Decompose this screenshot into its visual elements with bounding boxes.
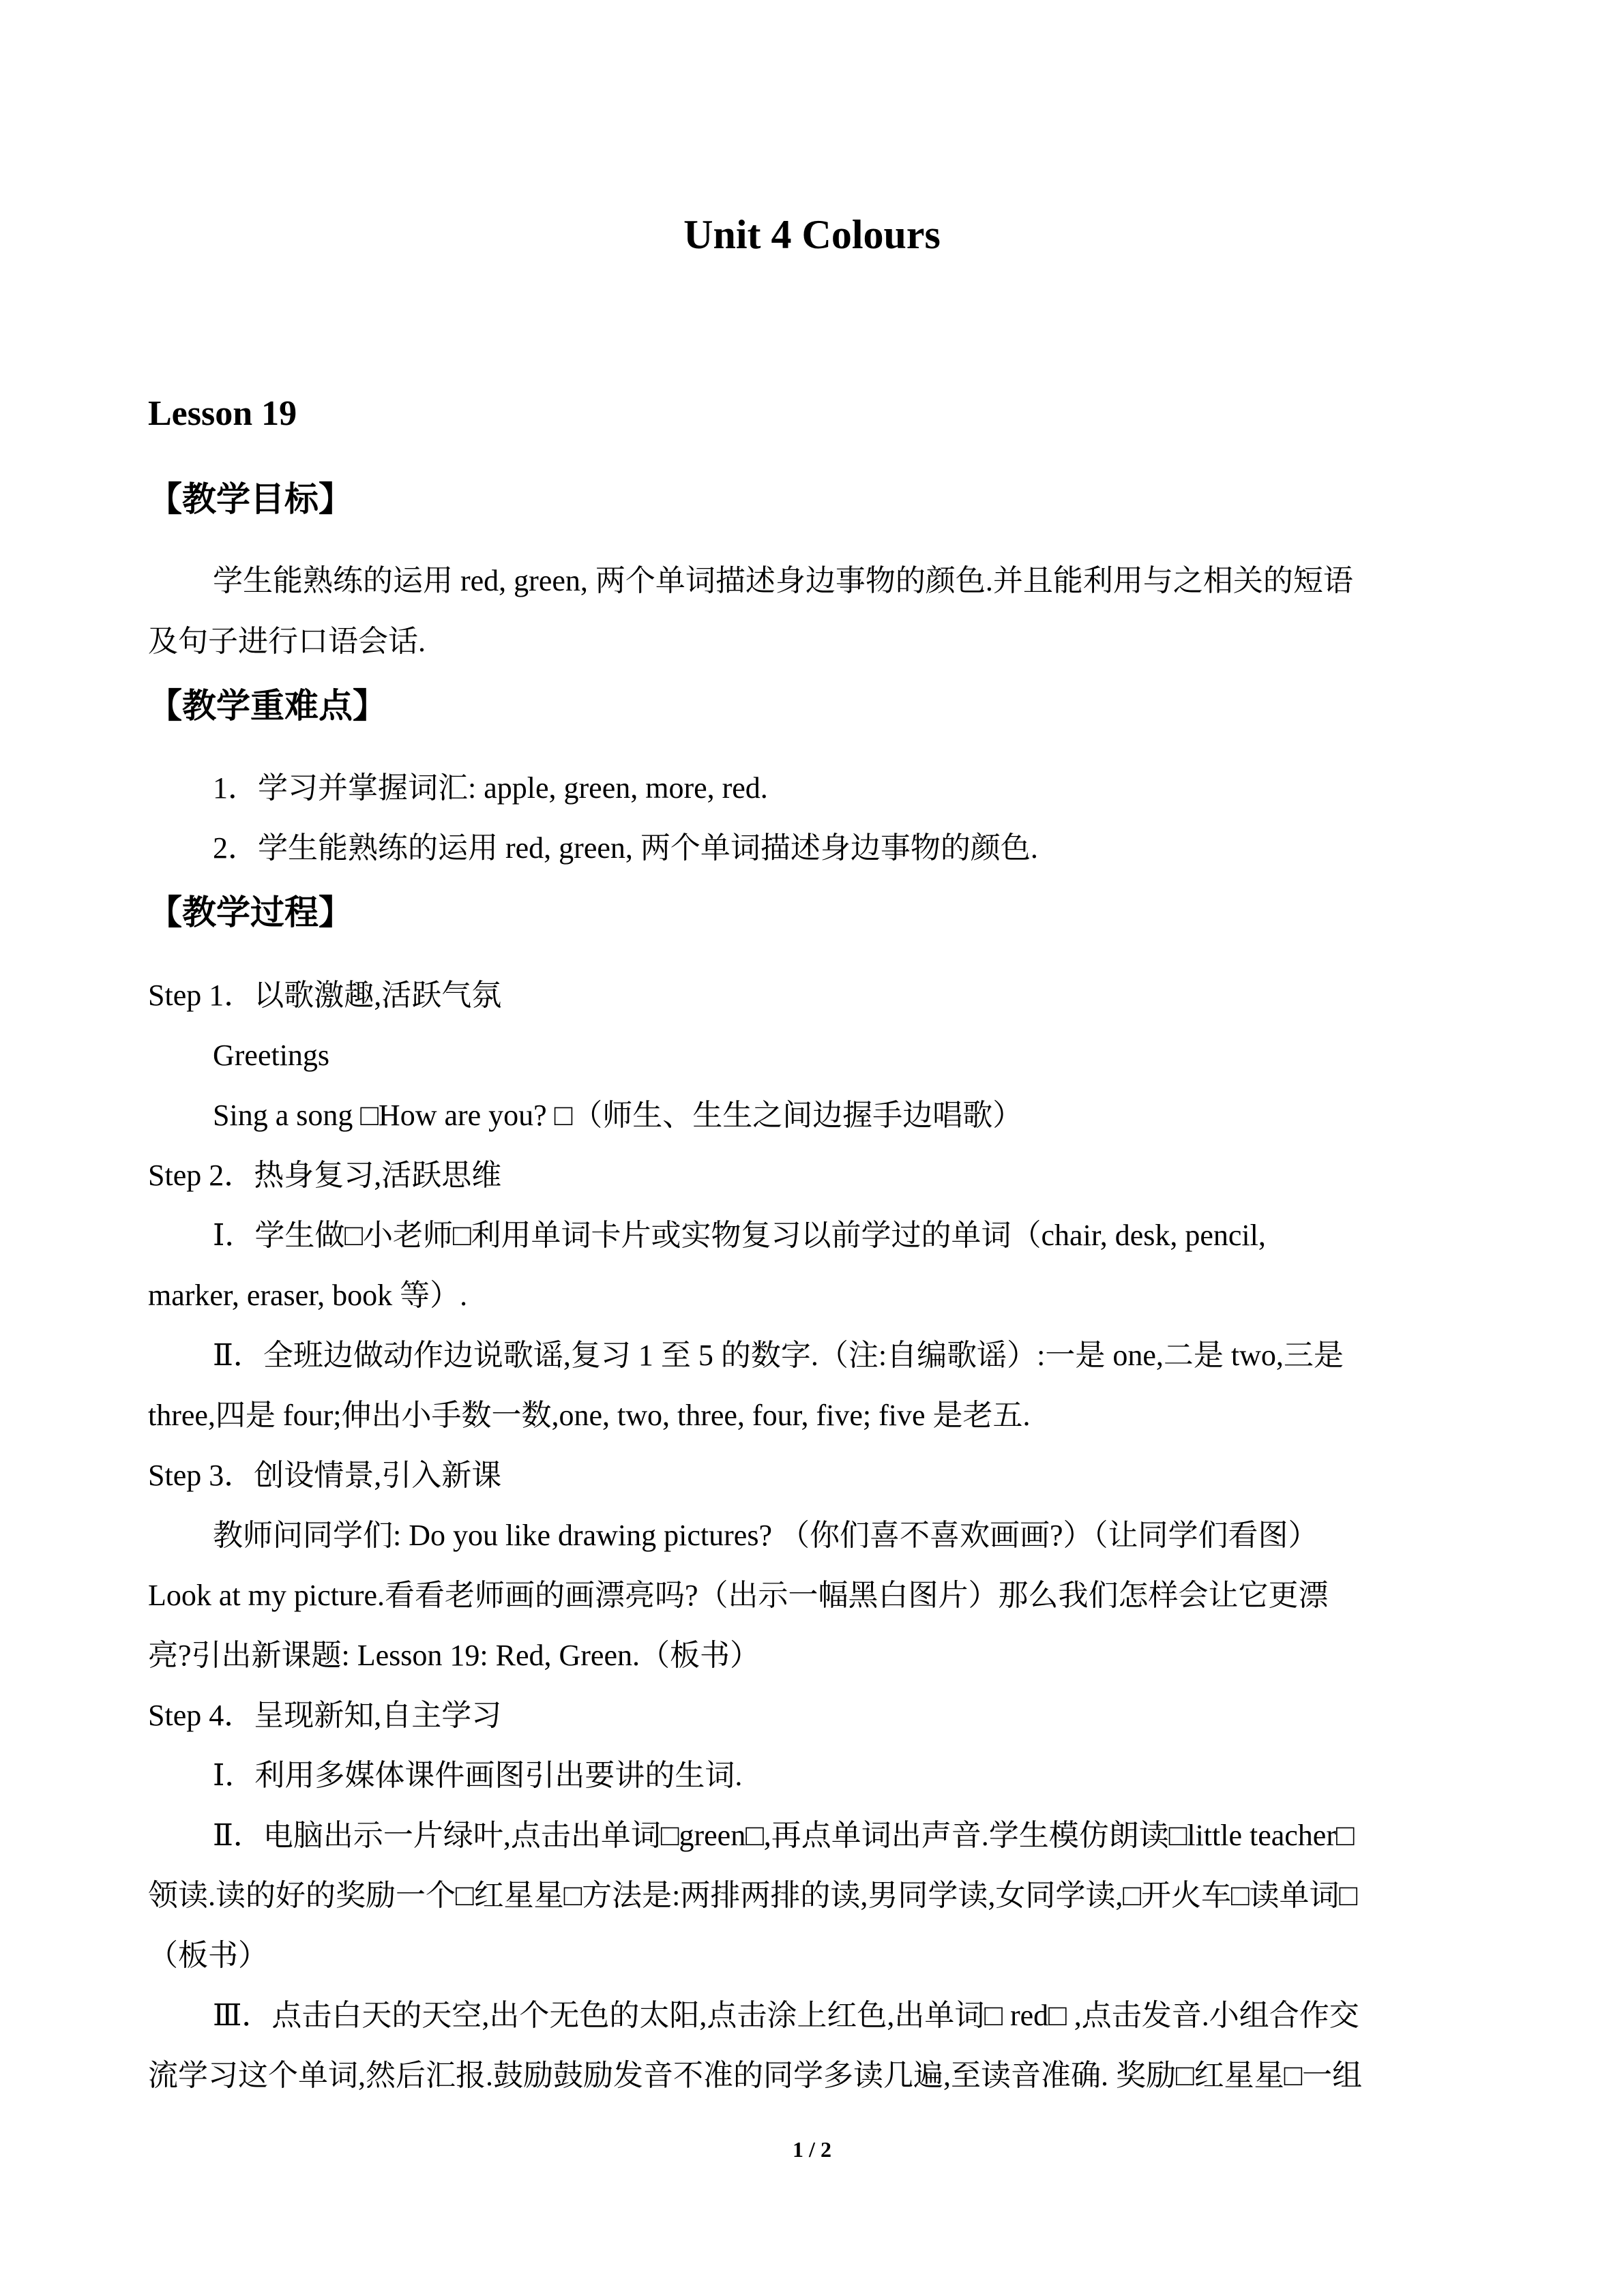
- paragraph-line: 教师问同学们: Do you like drawing pictures? （你们喜不喜欢画画?）（让同学们看图）: [213, 1519, 1318, 1552]
- step-heading: Step 4．呈现新知,自主学习: [148, 1699, 502, 1732]
- list-item: 2．学生能熟练的运用 red, green, 两个单词描述身边事物的颜色.: [213, 831, 1038, 865]
- paragraph-line: Ⅰ．学生做□小老师□利用单词卡片或实物复习以前学过的单词（chair, desk, pencil,: [213, 1219, 1266, 1252]
- paragraph-line: Ⅰ．利用多媒体课件画图引出要讲的生词.: [213, 1759, 743, 1792]
- paragraph-line: Sing a song □How are you? □（师生、生生之间边握手边唱歌）: [213, 1099, 1023, 1132]
- list-item: 1．学习并掌握词汇: apple, green, more, red.: [213, 771, 768, 805]
- section-heading-process: 【教学过程】: [148, 893, 353, 932]
- paragraph-line: 亮?引出新课题: Lesson 19: Red, Green.（板书）: [148, 1639, 760, 1672]
- lesson-heading: Lesson 19: [148, 394, 297, 433]
- paragraph-line: three,四是 four;伸出小手数一数,one, two, three, four, five; five 是老五.: [148, 1399, 1031, 1432]
- paragraph-line: 领读.读的好的奖励一个□红星星□方法是:两排两排的读,男同学读,女同学读,□开火车□读单词□: [148, 1879, 1358, 1912]
- paragraph-line: Look at my picture.看看老师画的画漂亮吗?（出示一幅黑白图片）那么我们怎样会让它更漂: [148, 1579, 1329, 1612]
- paragraph-line: 学生能熟练的运用 red, green, 两个单词描述身边事物的颜色.并且能利用与之相关的短语: [213, 564, 1353, 597]
- paragraph-line: marker, eraser, book 等）.: [148, 1279, 468, 1312]
- step-heading: Step 1．以歌激趣,活跃气氛: [148, 979, 502, 1012]
- step-heading: Step 2．热身复习,活跃思维: [148, 1159, 502, 1192]
- page-number: 1 / 2: [793, 2137, 831, 2162]
- document-title: Unit 4 Colours: [683, 212, 941, 257]
- step-heading: Step 3．创设情景,引入新课: [148, 1459, 502, 1492]
- paragraph-line: Ⅱ．电脑出示一片绿叶,点击出单词□green□,再点单词出声音.学生模仿朗读□little teacher□: [213, 1819, 1355, 1852]
- paragraph-line: （板书）: [148, 1939, 268, 1972]
- paragraph-line: 流学习这个单词,然后汇报.鼓励鼓励发音不准的同学多读几遍,至读音准确. 奖励□红星星□一组: [148, 2059, 1363, 2092]
- section-heading-objectives: 【教学目标】: [148, 479, 353, 519]
- paragraph-line: Greetings: [213, 1039, 330, 1072]
- paragraph-line: 及句子进行口语会话.: [148, 625, 426, 658]
- paragraph-line: Ⅱ．全班边做动作边说歌谣,复习 1 至 5 的数字.（注:自编歌谣）:一是 one,二是 two,三是: [213, 1339, 1344, 1372]
- paragraph-line: Ⅲ．点击白天的天空,出个无色的太阳,点击涂上红色,出单词□ red□ ,点击发音.小组合作交: [213, 1999, 1359, 2032]
- section-heading-key-points: 【教学重难点】: [148, 686, 387, 726]
